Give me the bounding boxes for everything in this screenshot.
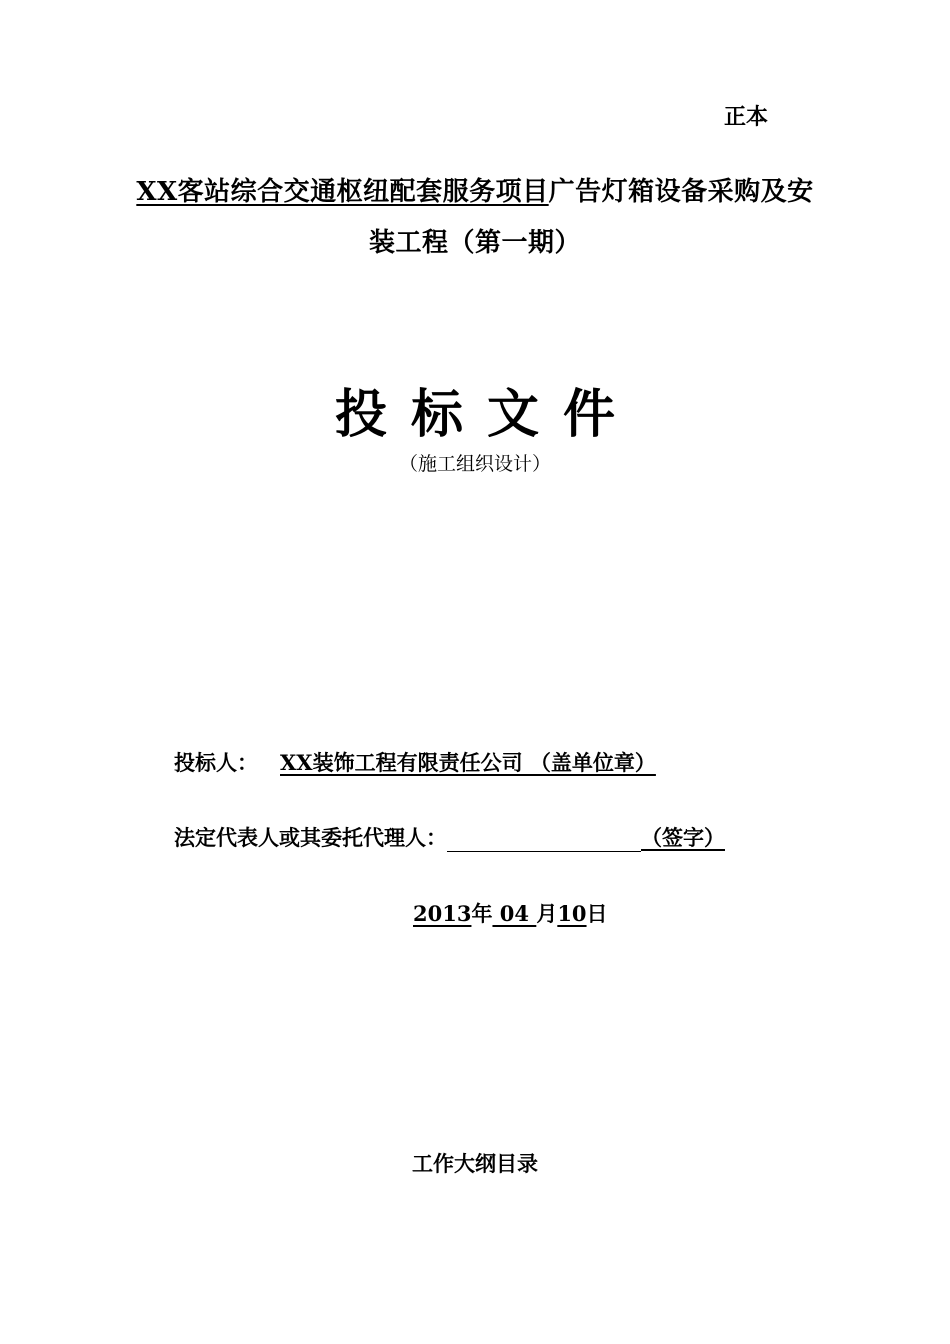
document-subtype: （施工组织设计） (398, 453, 551, 475)
date-year: 2013 (413, 901, 472, 926)
bidder-label: 投标人： (174, 750, 258, 775)
project-title-underlined: XX客站综合交通枢纽配套服务项目 (136, 177, 549, 207)
date-month-unit: 月 (536, 901, 558, 926)
date-day: 10 (557, 901, 587, 926)
project-title-line-1 (0, 171, 950, 208)
date-year-unit: 年 (471, 901, 493, 926)
legal-rep-field (174, 822, 725, 852)
signature-note: （签字） (641, 825, 725, 850)
bidder-value: XX装饰工程有限责任公司 （盖单位章） (280, 750, 656, 775)
project-title-rest: 广告灯箱设备采购及安 (548, 177, 814, 207)
document-type-heading: 投标文件 (334, 384, 639, 445)
project-title-line-2: 装工程（第一期） (368, 228, 581, 258)
bidder-field (174, 747, 656, 777)
date-day-unit: 日 (586, 901, 608, 926)
copy-mark: 正本 (724, 104, 769, 130)
legal-rep-label: 法定代表人或其委托代理人： (174, 825, 447, 850)
bid-date (413, 898, 608, 928)
signature-line (447, 829, 641, 852)
date-month: 04 (492, 901, 537, 926)
toc-title: 工作大纲目录 (412, 1151, 538, 1176)
